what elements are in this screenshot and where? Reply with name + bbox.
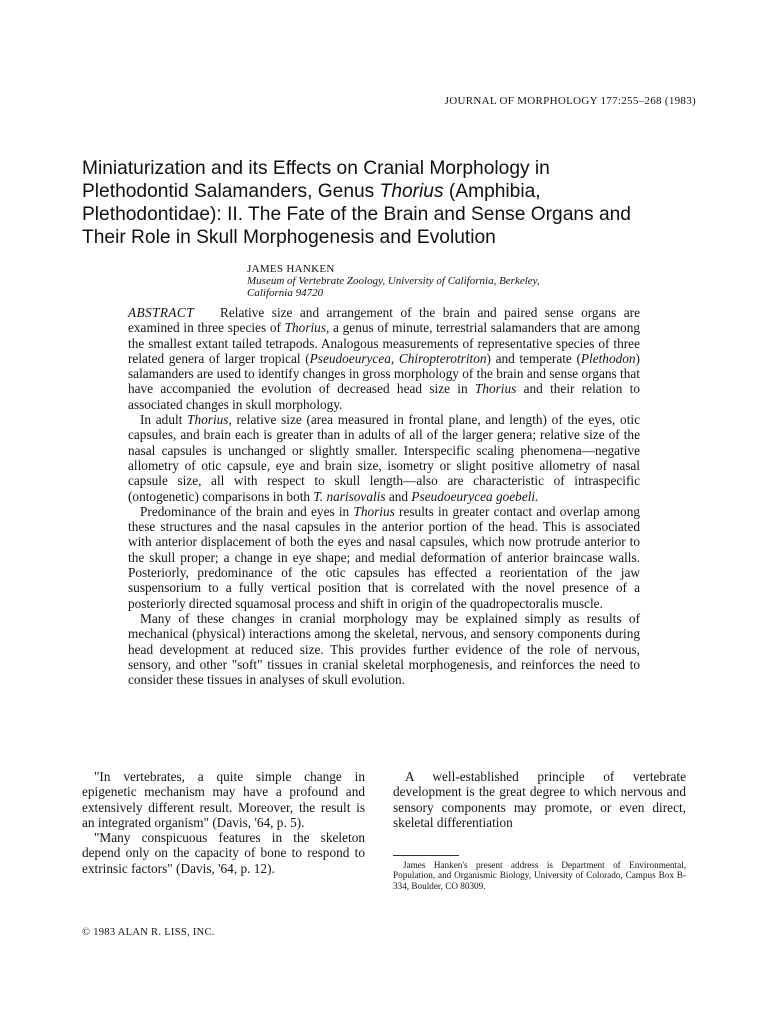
journal-header: JOURNAL OF MORPHOLOGY 177:255–268 (1983) xyxy=(444,95,696,107)
abstract-paragraph-1 xyxy=(128,305,640,412)
abstract-italic: Thorius, xyxy=(284,320,330,336)
abstract-italic: Thorius xyxy=(474,381,517,397)
abstract-italic: Thorius, xyxy=(187,412,232,428)
abstract-heading: ABSTRACT xyxy=(128,305,194,320)
abstract-text: and xyxy=(385,488,412,504)
body-left-column xyxy=(82,769,365,876)
title-line-2 xyxy=(82,180,692,203)
epigraph-quote-1: "In vertebrates, a quite simple change in epigenetic mechanism may have a profound and extensively different result. Moreover, the result is an integrated organism" (Davis, '64, p. 5). xyxy=(82,769,365,830)
abstract-text: a genus of minute, terrestrial salamanders that are among the smallest extant tailed tetrapods. Analogous measurements of representative species of three related genera of larger tropical ( xyxy=(128,320,640,366)
abstract-text: Relative size and arrangement of the brain and paired sense organs are examined in three species of xyxy=(128,305,640,336)
abstract-italic: Plethodon xyxy=(580,350,636,366)
abstract-paragraph-2 xyxy=(128,412,640,504)
title-line-2-pre: Plethodontid Salamanders, Genus xyxy=(82,181,380,202)
abstract-text: relative size (area measured in frontal plane, and length) of the eyes, otic capsules, and brain each is greater than in adults of all of the larger genera; relative size of the nasal capsules is unchanged or slightly smaller. Interspecific scaling phenomena—negative allometry of otic capsule, eye and brain size, isometry or slight positive allometry of nasal capsule size, all with respect to skull length—also are characteristic of intraspecific (ontogenetic) comparisons in both xyxy=(128,412,640,504)
abstract-text: ) salamanders are used to identify changes in gross morphology of the brain and sense organs that have accompanied the evolution of decreased head size in xyxy=(128,350,640,397)
abstract-paragraph-3 xyxy=(128,504,640,611)
abstract-italic: Thorius xyxy=(353,503,395,519)
intro-paragraph: A well-established principle of vertebrate development is the great degree to which nervous and sensory components may promote, or even direct, skeletal differentiation xyxy=(393,769,686,830)
abstract-italic: Pseudoeurycea, Chiropterotriton xyxy=(309,350,487,366)
title-line-3: Plethodontidae): II. The Fate of the Brain and Sense Organs and xyxy=(82,204,631,225)
article-title xyxy=(82,157,692,249)
abstract-text: ) and temperate ( xyxy=(486,350,581,366)
footnote xyxy=(393,860,686,891)
footnote-divider xyxy=(393,855,459,856)
author-affiliation-line-2: California 94720 xyxy=(247,287,324,299)
abstract-italic: T. narisovalis xyxy=(313,488,386,504)
copyright-notice: © 1983 ALAN R. LISS, INC. xyxy=(82,927,215,938)
abstract-text: Predominance of the brain and eyes in xyxy=(140,503,354,519)
body-right-column xyxy=(393,769,686,830)
author-block xyxy=(247,263,540,299)
abstract-italic: Pseudoeurycea goebeli. xyxy=(411,488,539,504)
abstract xyxy=(128,305,640,687)
epigraph-quote-2: "Many conspicuous features in the skeleton depend only on the capacity of bone to respond to extrinsic factors" (Davis, '64, p. 12). xyxy=(82,830,365,876)
author-affiliation-line-1: Museum of Vertebrate Zoology, University of California, Berkeley, xyxy=(247,275,540,287)
title-line-1: Miniaturization and its Effects on Cranial Morphology in xyxy=(82,158,550,179)
footnote-text: James Hanken's present address is Department of Environmental, Population, and Organismic Biology, University of Colorado, Campus Box B-334, Boulder, CO 80309. xyxy=(393,860,686,891)
author-name: JAMES HANKEN xyxy=(247,263,335,275)
abstract-paragraph-4: Many of these changes in cranial morphology may be explained simply as results of mechanical (physical) interactions among the skeletal, nervous, and sensory components during head development at reduced size. This provides further evidence of the role of nervous, sensory, and other "soft" tissues in cranial skeletal morphogenesis, and reinforces the need to consider these tissues in analyses of skull evolution. xyxy=(128,610,640,688)
abstract-text: In adult xyxy=(140,412,188,428)
abstract-text: results in greater contact and overlap among these structures and the nasal capsules in the anterior portion of the head. This is associated with anterior displacement of both the eyes and nasal capsules, which now protrude anterior to the skull proper; a change in eye shape; and medial deformation of anterior braincase walls. Posteriorly, predominance of the otic capsules has effected a reorientation of the jaw suspensorium to a fully vertical position that is correlated with the novel presence of a posteriorly directed squamosal process and shift in origin of the quadropectoralis muscle. xyxy=(128,503,641,611)
title-line-4: Their Role in Skull Morphogenesis and Evolution xyxy=(82,227,496,248)
title-line-2-post: (Amphibia, xyxy=(443,181,541,202)
abstract-text: and their relation to associated changes in skull morphology. xyxy=(128,381,640,412)
title-genus-name: Thorius xyxy=(379,181,444,202)
